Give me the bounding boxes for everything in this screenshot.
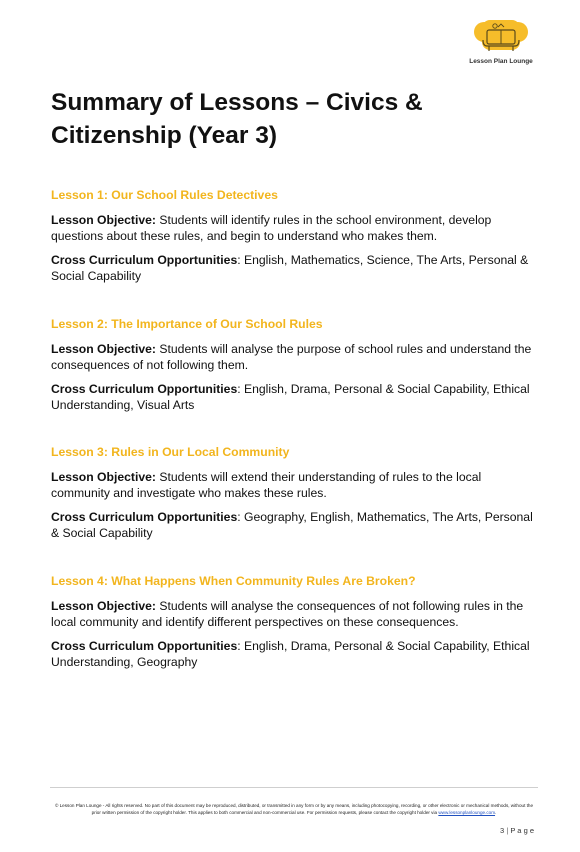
lesson-4: [51, 573, 541, 678]
page-number: [470, 826, 534, 835]
cross-curriculum: [51, 509, 541, 541]
lesson-objective: [51, 469, 541, 501]
couch-icon: [474, 16, 528, 56]
footer-copyright: [50, 803, 538, 816]
cross-curriculum: [51, 638, 541, 670]
objective-text: Students will extend their understanding of rules to the local community and investigate who makes these rules.: [51, 470, 482, 500]
cross-curriculum: [51, 252, 541, 284]
lesson-1: [51, 187, 541, 292]
lesson-heading: Lesson 1: Our School Rules Detectives: [51, 188, 278, 202]
cross-curriculum-text: : English, Drama, Personal & Social Capability, Ethical Understanding, Visual Arts: [51, 382, 530, 412]
website-link[interactable]: www.lessonplanlounge.com: [438, 809, 496, 815]
objective-text: Students will analyse the consequences of not following rules in the local community and identify different perspectives on these consequences.: [51, 599, 524, 629]
lesson-heading: Lesson 3: Rules in Our Local Community: [51, 445, 290, 459]
copyright-end: .: [495, 809, 497, 815]
objective-label: Lesson Objective:: [51, 599, 156, 613]
lesson-objective: [51, 212, 541, 244]
page-number-value: 3: [500, 826, 505, 835]
lesson-objective: [51, 598, 541, 630]
objective-text: Students will identify rules in the school environment, develop questions about these rules, and begin to understand who makes them.: [51, 213, 492, 243]
cross-curriculum-text: : English, Drama, Personal & Social Capability, Ethical Understanding, Geography: [51, 639, 530, 669]
cross-curriculum-label: Cross Curriculum Opportunities: [51, 510, 238, 524]
lesson-objective: [51, 341, 541, 373]
cross-curriculum-text: : Geography, English, Mathematics, The Arts, Personal & Social Capability: [51, 510, 533, 540]
cross-curriculum-label: Cross Curriculum Opportunities: [51, 382, 238, 396]
lesson-3: [51, 444, 541, 549]
cross-curriculum-label: Cross Curriculum Opportunities: [51, 253, 238, 267]
brand-logo: [468, 16, 534, 72]
page-title: Summary of Lessons – Civics & Citizenship (Year 3): [51, 89, 423, 149]
lesson-heading: Lesson 4: What Happens When Community Rules Are Broken?: [51, 574, 416, 588]
cross-curriculum-label: Cross Curriculum Opportunities: [51, 639, 238, 653]
objective-text: Students will analyse the purpose of school rules and understand the consequences of not following them.: [51, 342, 532, 372]
brand-name: Lesson Plan Lounge: [469, 58, 533, 65]
cross-curriculum: [51, 381, 541, 413]
copyright-text: © Lesson Plan Lounge - All rights reserved. No part of this document may be reproduced, distributed, or transmitted in any form or by any means, including photocopying, recording, or other electronic or mechanical methods, without the prior written permission of the copyright holder. This applies to both commercial and non-commercial use. For permission requests, please contact the copyright holder via: [54, 803, 534, 815]
footer-divider: [50, 787, 538, 788]
objective-label: Lesson Objective:: [51, 213, 156, 227]
cross-curriculum-text: : English, Mathematics, Science, The Arts, Personal & Social Capability: [51, 253, 529, 283]
lesson-2: [51, 316, 541, 421]
page-separator: |: [506, 826, 509, 835]
page-label: P a g e: [510, 826, 534, 835]
objective-label: Lesson Objective:: [51, 342, 156, 356]
lesson-heading: Lesson 2: The Importance of Our School Rules: [51, 317, 323, 331]
objective-label: Lesson Objective:: [51, 470, 156, 484]
